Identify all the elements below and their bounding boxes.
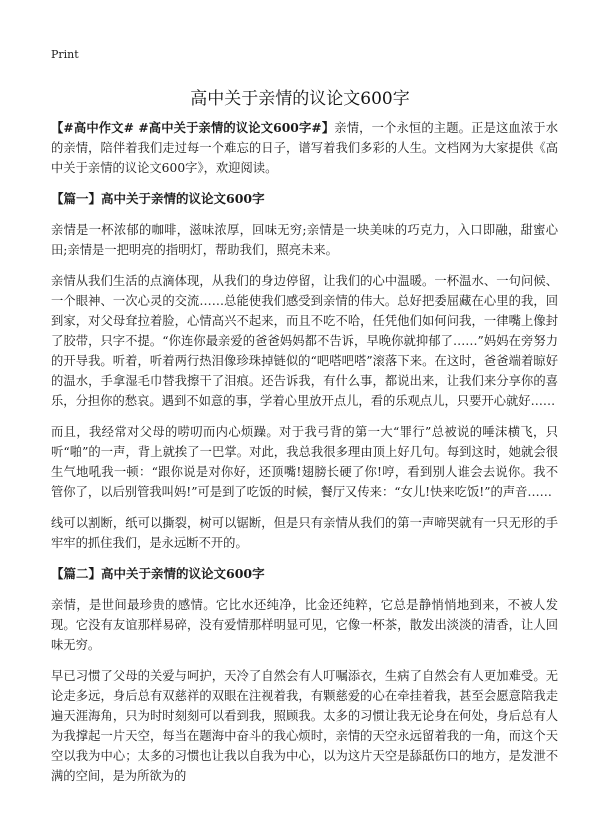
intro-text: 亲情，一个永恒的主题。正是这血浓于水的亲情，陪伴着我们走过每一个难忘的日子，谱写着我们多彩的人生。文档网为大家提供《高中关于亲情的议论文600字》，欢迎阅读。 [51,121,558,175]
article-body [51,118,558,797]
section-1-paragraph-1: 亲情是一杯浓郁的咖啡，滋味浓厚，回味无穷;亲情是一块美味的巧克力，入口即融，甜蜜心田;亲情是一把明亮的指明灯，帮助我们，照亮未来。 [51,223,558,257]
section-1-paragraph-4: 线可以割断，纸可以撕裂，树可以锯断，但是只有亲情从我们的第一声啼哭就有一只无形的手牢牢的抓住我们，是永远断不开的。 [51,516,558,550]
intro-tag: 【#高中作文# #高中关于亲情的议论文600字#】 [51,120,335,135]
print-label: Print [51,48,79,61]
page-title: 高中关于亲情的议论文600字 [190,89,410,109]
intro-paragraph [51,118,558,178]
section-1-paragraph-3: 而且，我经常对父母的唠叨而内心烦躁。对于我弓背的第一大“罪行”总被说的唾沫横飞，只听“啪”的一声，背上就挨了一巴掌。对此，我总我很多理由顶上好几句。每到这时，她就会很生气地吼我一顿：“跟你说是对你好，还顶嘴!翅膀长硬了你!哼，看到别人谁会去说你。我不管你了，以后别管我叫妈!”可是到了吃饭的时候，餐厅又传来：“女儿!快来吃饭!”的声音…… [51,425,558,499]
section-2-paragraph-2: 早已习惯了父母的关爱与呵护，天冷了自然会有人叮嘱添衣，生病了自然会有人更加难受。无论走多远，身后总有双慈祥的双眼在注视着我，有颗慈爱的心在牵挂着我，甚至会愿意陪我走遍天涯海角，只为时时刻刻可以看到我，照顾我。太多的习惯让我无论身在何处，身后总有人为我撑起一片天空，每当在题海中奋斗的我心烦时，亲情的天空永远留着我的一角，而这个天空以我为中心；太多的习惯也让我以自我为中心，以为这片天空是舔舐伤口的地方，是发泄不满的空间，是为所欲为的 [51,669,558,783]
section-heading-1: 【篇一】高中关于亲情的议论文600字 [51,191,265,206]
section-2-paragraph-1: 亲情，是世间最珍贵的感情。它比水还纯净，比金还纯粹，它总是静悄悄地到来，不被人发现。它没有友谊那样易碎，没有爱情那样明显可见，它像一杯茶，散发出淡淡的清香，让人回味无穷。 [51,598,558,652]
section-heading-2: 【篇二】高中关于亲情的议论文600字 [51,566,265,581]
section-1-paragraph-2: 亲情从我们生活的点滴体现，从我们的身边停留，让我们的心中温暖。一杯温水、一句问候、一个眼神、一次心灵的交流……总能使我们感受到亲情的伟大。总好把委屈藏在心里的我，回到家，对父母耷拉着脸，心情高兴不起来，而且不吃不哈，任凭他们如何问我，一律嘴上像封了胶带，只字不提。“你连你最亲爱的爸爸妈妈都不告诉，早晚你就抑郁了……”妈妈在旁努力的开导我。听着，听着两行热泪像珍珠掉链似的“吧嗒吧嗒”滚落下来。在这时，爸爸端着晾好的温水，手拿湿毛巾替我擦干了泪痕。还告诉我，有什么事，都说出来，让我们来分享你的喜乐，分担你的愁哀。遇到不如意的事，学着心里放开点儿，看的乐观点儿，只要开心就好…… [51,274,558,408]
